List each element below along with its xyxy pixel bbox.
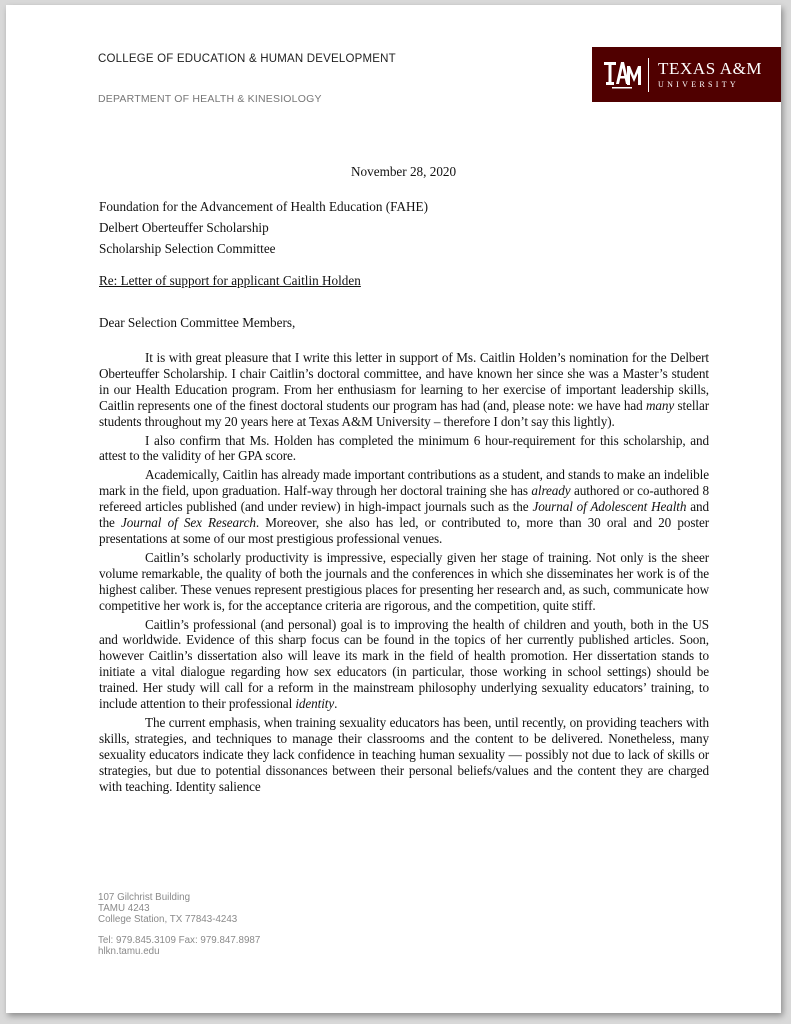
footer-website: hlkn.tamu.edu xyxy=(98,946,160,957)
letter-date: November 28, 2020 xyxy=(351,164,457,179)
footer-address-line: TAMU 4243 xyxy=(98,903,150,914)
recipient-block xyxy=(99,196,428,259)
letter-body xyxy=(99,350,709,797)
logo-divider xyxy=(648,58,649,92)
tamu-logo xyxy=(592,47,781,102)
college-name: COLLEGE OF EDUCATION & HUMAN DEVELOPMENT xyxy=(98,53,396,65)
recipient-line: Foundation for the Advancement of Health Education (FAHE) xyxy=(99,199,428,214)
recipient-line: Scholarship Selection Committee xyxy=(99,241,276,256)
body-paragraph: It is with great pleasure that I write this letter in support of Ms. Caitlin Holden’s nomination for the Delbert Oberteuffer Scholarship. I chair Caitlin’s doctoral committee, and have known her since she was a Master’s student in our Health Education program. From her enthusiasm for learning to her exercise of important leadership skills, Caitlin represents one of the finest doctoral students our program has had (and, please note: we have had many stellar students throughout my 20 years here at Texas A&M University – therefore I don’t say this lightly). xyxy=(99,350,709,429)
subject-line: Re: Letter of support for applicant Caitlin Holden xyxy=(99,273,361,288)
logo-name: TEXAS A&M xyxy=(658,58,763,78)
recipient-line: Delbert Oberteuffer Scholarship xyxy=(99,220,269,235)
body-paragraph: Caitlin’s scholarly productivity is impressive, especially given her stage of training. Not only is the sheer volume remarkable, the quality of both the journals and the conferences in which she disseminates her work is of the highest caliber. These venues represent prestigious places for presenting her research and, as such, communicate how competitive her work is, for the acceptance criteria are rigorous, and the competition, quite stiff. xyxy=(99,549,709,613)
body-paragraph: The current emphasis, when training sexuality educators has been, until recently, on providing teachers with skills, strategies, and techniques to manage their classrooms and the content to be delivered. Nonetheless, many sexuality educators indicate they lack confidence in teaching human sexuality — possibly not due to lack of skills or strategies, but due to potential dissonances between their personal beliefs/values and the content they are charged with teaching. Identity salience xyxy=(99,714,709,794)
logo-subtitle: UNIVERSITY xyxy=(658,79,739,89)
salutation: Dear Selection Committee Members, xyxy=(99,315,296,330)
footer-phone: Tel: 979.845.3109 Fax: 979.847.8987 xyxy=(98,935,261,946)
footer-contact xyxy=(98,892,260,957)
body-paragraph: Academically, Caitlin has already made important contributions as a student, and stands to make an indelible mark in the field, upon graduation. Half-way through her doctoral training she has already authored or co-authored 8 refereed articles published (and under review) in high-impact journals such as the Journal of Adolescent Health and the Journal of Sex Research. Moreover, she also has led, or contributed to, more than 30 oral and 20 poster presentations at some of our most prestigious professional venues. xyxy=(99,467,709,546)
footer-address-line: College Station, TX 77843-4243 xyxy=(98,914,238,925)
department-name: DEPARTMENT OF HEALTH & KINESIOLOGY xyxy=(98,93,322,105)
body-paragraph: Caitlin’s professional (and personal) goal is to improving the health of children and youth, both in the US and worldwide. Evidence of this sharp focus can be found in the topics of her currently published articles. Soon, however Caitlin’s dissertation also will leave its mark in the field of health promotion. Her dissertation stands to initiate a vital dialogue regarding how sex educators (in particular, those working in school settings) should be trained. Her study will call for a reform in the mainstream philosophy underlying sexuality educators’ training, to include attention to their professional identity. xyxy=(99,616,709,712)
letter-page xyxy=(6,5,781,1013)
body-paragraph: I also confirm that Ms. Holden has completed the minimum 6 hour-requirement for this scholarship, and attest to the validity of her GPA score. xyxy=(99,432,709,464)
footer-address-line: 107 Gilchrist Building xyxy=(98,892,191,903)
atm-logo-mark-icon xyxy=(602,58,642,92)
